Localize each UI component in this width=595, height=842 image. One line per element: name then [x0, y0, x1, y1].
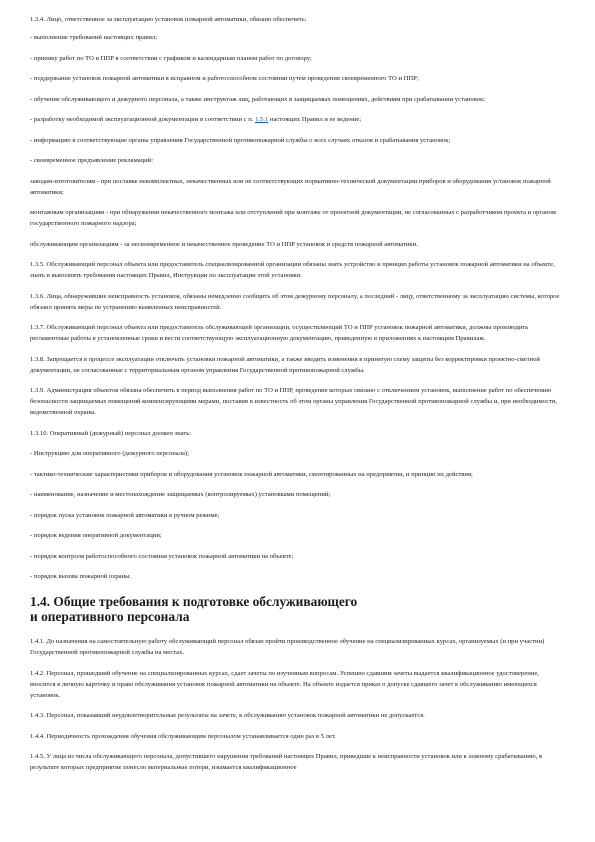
heading-line: и оперативного персонала [30, 609, 190, 624]
section-heading-1-4 [30, 594, 565, 624]
list-item: - наименование, назначение и местонахождение защищаемых (контролируемых) установками помещений; [30, 491, 331, 498]
list-item: - обучение обслуживающего и дежурного персонала, а также инструктаж лиц, работающих в защищаемых помещениях, действиям при срабатывании установок; [30, 95, 486, 103]
heading-line: 1.4. Общие требования к подготовке обслуживающего [30, 594, 358, 609]
paragraph-1-3-5: 1.3.5. Обслуживающий персонал объекта или предоставитель специализированной организации обязаны знать устройство и принцип работы установок пожарной автоматики на объекте, знать и выполнять требования настоящих Правил, Инструкции по эксплуатации этой установки. [30, 261, 555, 279]
paragraph-1-3-6: 1.3.6. Лица, обнаружившие неисправность установок, обязаны немедленно сообщить об этом дежурному персоналу, а последний - лицу, ответственному за эксплуатацию системы, которое обязано принять меры по устранению выявленных неисправностей. [30, 292, 560, 311]
paragraph-1-3-4: 1.3.4. Лицо, ответственное за эксплуатацию установок пожарной автоматики, обязано обеспечить: [30, 16, 307, 23]
paragraph-1-4-4: 1.4.4. Периодичность прохождения обучения обслуживающим персоналом устанавливается один раз в 5 лет. [30, 732, 336, 740]
paragraph-1-4-2: 1.4.2. Персонал, прошедший обучение на специализированных курсах, сдает зачеты по изученным вопросам. Успешно сдавшим зачеты выдается квалификационное удостоверение, вносится в личную карточку и право обслуживания установок пожарной автоматики на объекте. На объекте издается приказ о допуске сдавшего зачет к обслуживанию имеющихся установок. [30, 669, 539, 699]
paragraph-1-3-9: 1.3.9. Администрация объектов обязана обеспечить в период выполнения работ по ТО и ППР, проведение которых связано с отключением установок, выполнение работ по обеспечению безопасности защищаемых помещений компенсирующими мерами, поставив в известность об этом органы управления Государственной противопожарной службы и, при необходимости, ведомственной охраны. [30, 387, 558, 416]
list-item: - выполнение требований настоящих правил; [30, 34, 157, 41]
paragraph-1-4-3: 1.4.3. Персонал, показавший неудовлетворительные результаты на зачете, к обслуживанию установок пожарной автоматики не допускается. [30, 712, 425, 719]
list-item: - своевременное предъявление рекламаций: [30, 157, 154, 164]
list-item: - информацию в соответствующие органы управления Государственной противопожарной службы о всех случаях отказов и срабатывания установок; [30, 136, 451, 144]
paragraph: заводам-изготовителям - при поставке некомплектных, некачественных или не соответствующих нормативно-технической документации приборов и оборудования установок пожарной автоматики; [30, 177, 551, 196]
paragraph: обслуживающим организациям - за несвоевременное и некачественное проведение ТО и ППР установок и средств пожарной автоматики. [30, 240, 418, 248]
paragraph-1-4-1: 1.4.1. До назначения на самостоятельную работу обслуживающий персонал обязан пройти производственное обучение на специализированных курсах, организуемых (и при участии) Государственной противопожарной службы на местах. [30, 638, 545, 656]
list-item-documentation [30, 114, 565, 125]
list-item: - приемку работ по ТО и ППР в соответствии с графиком и календарным планом работ по договору; [30, 54, 312, 62]
list-item: - порядок пуска установок пожарной автоматики в ручном режиме; [30, 511, 220, 519]
list-item-text: настоящих Правил и ее ведение; [268, 116, 362, 123]
paragraph-1-3-8: 1.3.8. Запрещается в процессе эксплуатации отключать установки пожарной автоматики, а также вводить изменения в принятую схему защиты без корректировки проектно-сметной документации, не согласованные с территориальным органом управления Государственной противопожарной службы. [30, 355, 540, 374]
list-item: - порядок контроля работоспособного состояния установок пожарной автоматики на объекте; [30, 552, 294, 560]
paragraph-1-4-5: 1.4.5. У лица из числа обслуживающего персонала, допустившего нарушения требований настоящих Правил, приведшие к неисправности установок или к ложному срабатыванию, в результате которых предприятие понесло материальные потери, изымается квалификационное [30, 753, 543, 771]
list-item: - поддержание установок пожарной автоматики в исправном и работоспособном состоянии путем проведения своевременного ТО и ППР; [30, 75, 419, 82]
list-item: - тактико-технические характеристики приборов и оборудования установок пожарной автоматики, смонтированных на предприятии, и принцип их действия; [30, 470, 473, 478]
list-item: - порядок вызова пожарной охраны. [30, 573, 132, 580]
clause-link[interactable]: 1.5.1 [255, 116, 269, 123]
paragraph-1-3-7: 1.3.7. Обслуживающий персонал объекта или предоставитель обслуживающей организации, осуществляющий ТО и ППР установок пожарной автоматики, должны производить регламентные работы в установленные сроки и вести соответствующую эксплуатационную документацию, приведенную в приложениях к настоящим Правилам. [30, 324, 529, 342]
paragraph-1-3-10: 1.3.10. Оперативный (дежурный) персонал должен знать: [30, 429, 192, 437]
paragraph: монтажным организациям - при обнаружении некачественного монтажа или отступлений при монтаже от проектной документации, не согласованных с разработчиком проекта и органом государственного пожарного надзора; [30, 209, 556, 227]
list-item: - Инструкцию для оперативного (дежурного персонала); [30, 450, 190, 457]
list-item-text: - разработку необходимой эксплуатационной документации в соответствии с п. [30, 116, 256, 123]
list-item: - порядок ведения оперативной документации; [30, 532, 162, 539]
